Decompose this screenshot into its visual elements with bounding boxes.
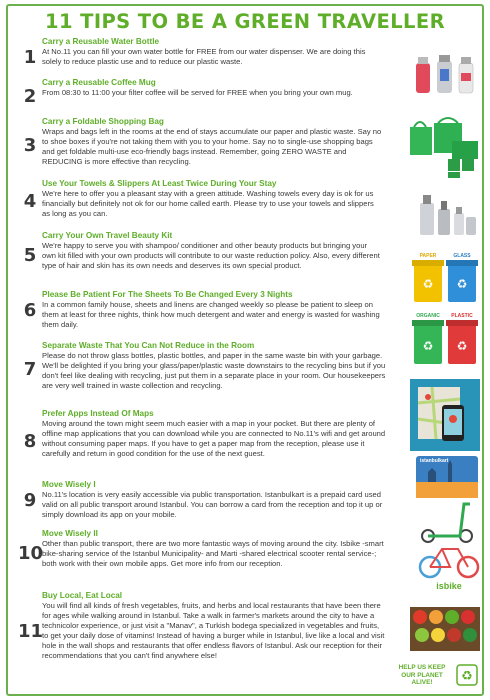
travel-kit-bottles-image	[414, 189, 480, 237]
istanbulkart-image	[414, 454, 480, 500]
tip-body: Please do not throw glass bottles, plastic bottles, and paper in the same waste bin with your garbage. We'll be delighted if you bring your glass/paper/plastic waste downstairs to the recycling bins but if you don't feel like dealing with recycling, just put them in a separate place in your room. Our housekeepers are very well trained in waste collection and recycling.	[42, 351, 386, 390]
tip-number: 10	[18, 543, 44, 564]
svg-text:♻: ♻	[422, 339, 434, 353]
svg-text:♻: ♻	[422, 277, 434, 291]
isbike-label: isbike	[436, 581, 462, 591]
tip-number: 8	[23, 431, 37, 452]
bin-label-paper: PAPER	[419, 253, 437, 259]
tip-10	[14, 529, 480, 591]
tip-heading: Carry a Reusable Coffee Mug	[42, 78, 156, 87]
tip-heading: Buy Local, Eat Local	[42, 591, 123, 600]
tip-number: 4	[23, 191, 37, 212]
tip-body: Other than public transport, there are two more fantastic ways of moving around the city. Isbike -smart bike-sharing service of the Istanbul Municipality- and Marti -shared electrical scooter rental service-; both work with their own mobile apps. Get more info from our reception.	[42, 539, 384, 568]
tip-2	[14, 78, 480, 108]
tip-heading: Use Your Towels & Slippers At Least Twice During Your Stay	[42, 179, 277, 188]
tip-body: In a common family house, sheets and linens are changed weekly so please be patient to sleep on them at least for three nights, think how much detergent and water and energy is wasted for washing them daily.	[42, 300, 380, 329]
tip-heading: Please Be Patient For The Sheets To Be Changed Every 3 Nights	[42, 290, 293, 299]
svg-text:♻: ♻	[456, 277, 468, 291]
tip-3	[14, 117, 480, 175]
tip-heading: Separate Waste That You Can Not Reduce in the Room	[42, 341, 255, 350]
tip-number: 2	[23, 86, 37, 107]
isbike-image	[418, 541, 480, 591]
tip-heading: Move Wisely I	[42, 480, 96, 489]
tip-body: Moving around the town might seem much easier with a map in your pocket. But there are plenty of offline map applications that you can download while you are connected to No.11's wifi and get around without consuming paper maps. If you have to get a paper map from the reception, please use it carefully and return in good condition for the use of the next guest.	[42, 419, 386, 458]
tip-number: 6	[23, 300, 37, 321]
tip-body: From 08:30 to 11:00 your filter coffee will be served for FREE when you bring your own mug.	[42, 88, 353, 97]
vegetables-market-image	[410, 607, 480, 651]
svg-text:♻: ♻	[461, 669, 473, 684]
tip-body: You will find all kinds of fresh vegetables, fruits, and herbs and local restaurants that have been there for ages while walking around in Istanbul. Take a walk in farmer's markets around the city to have a technicolor experience, or just visit a "Manav", a Turkish bodega specialized in vegetables and fruits, to get your daily dose of vitamins! Instead of having a burger while in Istanbul, live like a local and visit hole in the wall shops and restaurants that offer endless flavors of Istanbul. Ask our reception for their recommendations that you can't find anywhere else!	[42, 601, 385, 660]
tip-number: 1	[23, 47, 37, 68]
bin-label-organic: ORGANIC	[416, 313, 440, 319]
map-app-image	[410, 379, 480, 451]
tip-number: 7	[23, 359, 37, 380]
tip-1	[14, 37, 480, 71]
tip-number: 5	[23, 245, 37, 266]
bin-label-plastic: PLASTIC	[451, 313, 473, 319]
tip-4	[14, 179, 480, 225]
svg-text:♻: ♻	[456, 339, 468, 353]
tip-heading: Move Wisely II	[42, 529, 98, 538]
tip-number: 11	[18, 621, 44, 642]
istanbulkart-label: istanbulkart	[420, 458, 449, 464]
footer-slogan: HELP US KEEP OUR PLANET ALIVE!	[398, 664, 446, 686]
tip-8	[14, 409, 480, 477]
tip-body: At No.11 you can fill your own water bottle for FREE from our water dispenser. We are doing this solely to reduce plastic use and to reduce our plastic waste.	[42, 47, 366, 66]
tip-body: We're here to offer you a pleasant stay with a green attitude. Washing towels every day is ok for us financially but definitely not ok for our home called earth. Please try to use your towels and slippers as long as you can.	[42, 189, 374, 218]
tip-heading: Carry a Reusable Water Bottle	[42, 37, 160, 46]
tip-6	[14, 290, 480, 330]
tip-number: 3	[23, 135, 37, 156]
tip-body: Wraps and bags left in the rooms at the end of stays accumulate our paper and plastic waste. Say no to shoe boxes if you're not taking them with you to your home. Say no to single-use shopping bags and get foldable multi-use eco-friendly bags instead. Remember, going ZERO WASTE and REDUCING is more effective than recycling.	[42, 127, 382, 166]
tip-body: We're happy to serve you with shampoo/ conditioner and other beauty products but bringing your own kit filled with your own products will contribute to our waste reduction policy. Also, every different type of hair and skin has its own needs and deserves its own special product.	[42, 241, 380, 270]
bin-label-glass: GLASS	[453, 253, 471, 259]
tip-body: No.11's location is very easily accessible via public transportation. Istanbulkart is a prepaid card used valid on all public transport around Istanbul. You can borrow a card from the reception and top it up or simply download its app on your mobile.	[42, 490, 383, 519]
planet-recycle-icon	[456, 664, 478, 691]
tip-9	[14, 458, 480, 520]
shopping-bags-image	[408, 115, 480, 179]
tip-heading: Carry Your Own Travel Beauty Kit	[42, 231, 173, 240]
page-title: 11 TIPS TO BE A GREEN TRAVELLER	[45, 10, 445, 33]
tip-heading: Carry a Foldable Shopping Bag	[42, 117, 164, 126]
tip-heading: Prefer Apps Instead Of Maps	[42, 409, 154, 418]
tip-number: 9	[23, 490, 37, 511]
